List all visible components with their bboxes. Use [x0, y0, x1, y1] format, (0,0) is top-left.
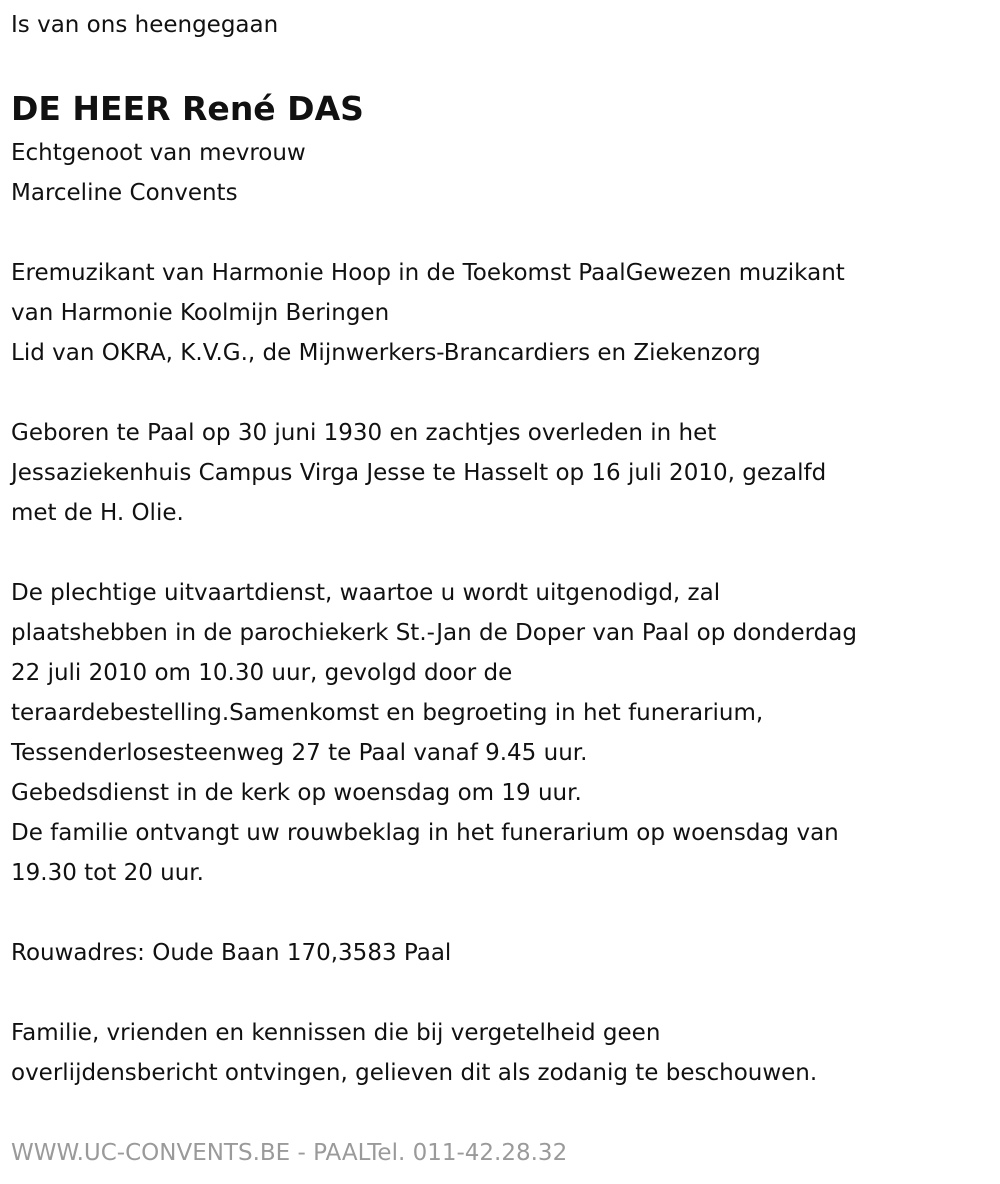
notice-block: [11, 1013, 1000, 1093]
service-block: [11, 573, 1000, 893]
text-line: De plechtige uitvaartdienst, waartoe u wordt uitgenodigd, zal: [11, 580, 721, 606]
text-line: overlijdensbericht ontvingen, gelieven dit als zodanig te beschouwen.: [11, 1060, 818, 1086]
spouse-block: [11, 133, 1000, 213]
text-line: plaatshebben in de parochiekerk St.-Jan de Doper van Paal op donderdag: [11, 620, 857, 646]
memberships-block: [11, 253, 1000, 373]
text-line: Marceline Convents: [11, 180, 238, 206]
address-block: [11, 933, 1000, 973]
text-line: Echtgenoot van mevrouw: [11, 140, 306, 166]
birth-death-block: [11, 413, 1000, 533]
text-line: Gebedsdienst in de kerk op woensdag om 19 uur.: [11, 780, 582, 806]
text-line: 19.30 tot 20 uur.: [11, 860, 204, 886]
text-line: 22 juli 2010 om 10.30 uur, gevolgd door de: [11, 660, 513, 686]
text-line: teraardebestelling.Samenkomst en begroeting in het funerarium,: [11, 700, 764, 726]
text-line: Familie, vrienden en kennissen die bij vergetelheid geen: [11, 1020, 661, 1046]
intro-text: Is van ons heengegaan: [11, 12, 279, 38]
text-line: Lid van OKRA, K.V.G., de Mijnwerkers-Brancardiers en Ziekenzorg: [11, 340, 761, 366]
text-line: Jessaziekenhuis Campus Virga Jesse te Hasselt op 16 juli 2010, gezalfd: [11, 460, 827, 486]
text-line: Tessenderlosesteenweg 27 te Paal vanaf 9.45 uur.: [11, 740, 588, 766]
text-line: De familie ontvangt uw rouwbeklag in het funerarium op woensdag van: [11, 820, 839, 846]
mourning-address: Rouwadres: Oude Baan 170,3583 Paal: [11, 940, 452, 966]
footer-contact: WWW.UC-CONVENTS.BE - PAALTel. 011-42.28.32: [11, 1140, 568, 1166]
text-line: Geboren te Paal op 30 juni 1930 en zachtjes overleden in het: [11, 420, 717, 446]
text-line: van Harmonie Koolmijn Beringen: [11, 300, 390, 326]
text-line: met de H. Olie.: [11, 500, 184, 526]
deceased-name: DE HEER René DAS: [11, 89, 364, 128]
text-line: Eremuzikant van Harmonie Hoop in de Toekomst PaalGewezen muzikant: [11, 260, 845, 286]
